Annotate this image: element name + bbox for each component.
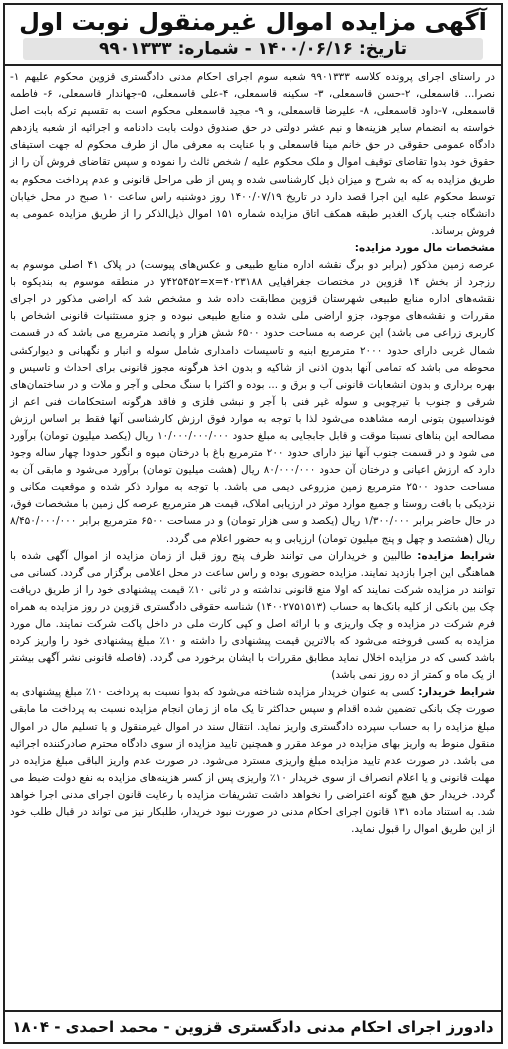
property-spec-heading: مشخصات مال مورد مزایده:	[354, 241, 495, 254]
notice-title: آگهی مزایده اموال غیرمنقول نوبت اول	[19, 8, 487, 36]
auction-conditions-heading: شرایط مزایده:	[417, 549, 495, 562]
buyer-conditions-heading: شرایط خریدار:	[418, 686, 495, 699]
property-spec-paragraph: عرصه زمین مذکور (برابر دو برگ نقشه اداره منابع طبیعی و عکس‌های پیوست) در پلاک ۴۱ اصلی موسوم به رزجرد از بخش ۱۴ قزوین در مختصات جغرافیایی ۴۰۲۳۱۸۸=y۴۲۵۴۵۲=x در منطقه موسوم به بندیکوه با نقشه‌های اداره منابع طبیعی شهرستان قزوین مطابقت داده شد و مشخص شد که اراضی مذکور در اجرای مقررات و نقشه‌های موجود، جزو اراضی ملی شده و منابع طبیعی نبوده و جزو مستثنیات قانونی اشخاص با کاربری زراعی می باشد) این عرصه به مساحت حدود ۶۵۰۰ شش هزار و پانصد مترمربع می باشد که در قسمت شمال غربی دارای حدود ۲۰۰۰ مترمربع ابنیه و تاسیسات دامداری شامل سوله و انبار و نگهبانی و دیوارکشی محوطه می باشد که تمامی آنها بدون اذنی از شاکیه و بدون اخذ هرگونه مجوز قانونی برای احداث و تاسیس و بهره برداری و بدون انشعابات قانونی آب و برق و ... بوده و اکثرا با سنگ محلی و آجر و ملات و در ساختمان‌های شرقی و جنوب با تیرچوبی و سوله غیر فنی با آجر و نبشی فلزی و فاقد هرگونه استحکامات فنی اعم از فونداسیون بتونی ارمه مشاهده می‌شود لذا با توجه به موارد فوق ارزش کارشناسی آنها فقط بر اساس ارزش مصالحه این بناهای نسبتا موقت و قابل جابجایی به مبلغ حدود ۱۰/۰۰۰/۰۰۰/۰۰۰ ریال (یکصد میلیون تومان) برآورد می شود و در قسمت جنوب آنها نیز دارای حدود ۲۰۰ مترمربع باغ با درختان میوه و انگور حدودا چهار ساله وجود دارد که ارزش اعیانی و درختان آن حدود ۸۰/۰۰۰/۰۰۰ ریال (هشت میلیون تومان) برآورد می‌شود و مابقی آن به مساحت حدود ۲۵۰۰ مترمربع زمین مزروعی دیمی می باشد. با توجه به موارد ذکر شده و موقعیت مکانی و نزدیکی با بافت روستا و جمیع موارد موثر در ارزیابی املاک، قیمت هر مترمربع عرصه کل زمین با مشخصات فوق، در حال حاضر برابر ۱/۳۰۰/۰۰۰ ریال (یکصد و سی هزار تومان) و در مساحت ۶۵۰۰ مترمربع برابر ۸/۴۵۰/۰۰۰/۰۰۰ ریال (هشتصد و چهل و پنج میلیون تومان) ارزیابی و به حضور اعلام می گردد.	[10, 259, 495, 545]
notice-signature: دادورز اجرای احکام مدنی دادگستری قزوین - محمد احمدی - ۱۸۰۴	[5, 1010, 501, 1042]
notice-body	[5, 66, 501, 838]
intro-paragraph: در راستای اجرای پرونده کلاسه ۹۹۰۱۳۳۳ شعبه سوم اجرای احکام مدنی دادگستری قزوین محکوم علیهم ۱- نصرا... قاسمعلی، ۲-حسن قاسمعلی، ۳- سکینه قاسمعلی، ۴-علی قاسمعلی، ۵-جهاندار قاسمعلی، ۶- فاطمه قاسمعلی، ۷-داود قاسمعلی، ۸- علیرضا قاسمعلی، و ۹- مجید قاسمعلی محکوم است به تقسیم ترکه بابت اصل خواسته به انضمام سایر هزینه‌ها و نیم عشر دولتی در حق صندوق دولت بابت دادنامه و اجرائیه از شعبه یازدهم دادگاه عمومی حقوقی در حق خانم مینا قاسمعلی و با عنایت به معرفی مال از طرف محکوم له جهت استیفای حقوق خود بدوا تقاضای توقیف اموال و ملک محکوم علیه / شخص ثالث را نموده و سپس تقاضای فروش آن را از طریق مزایده به که به شرح و میزان ذیل کارشناسی شده و پس از طی مراحل قانونی و عدم پرداخت محکوم به توسط محکوم علیه این اجرا قصد دارد در تاریخ ۱۴۰۰/۰۷/۱۹ روز دوشنبه راس ساعت ۱۰ صبح در محل خیابان دانشگاه جنب پارک الغدیر طبقه همکف اتاق مزایده شماره ۱۵۱ اموال ذیل‌الذکر را از طریق مزایده عمومی به فروش برساند.	[10, 71, 496, 237]
auction-conditions-text: طالبین و خریداران می توانند ظرف پنج روز قبل از زمان مزایده از اموال آگهی شده با هماهنگی این اجرا بازدید نمایند. مزایده حضوری بوده و راس ساعت در محل اعلامی برگزار می گردد. کسانی می توانند در مزایده شرکت نمایند که اولا منع قانونی نداشته و در ثانی ۱۰٪ قیمت پیشنهادی خود را از طریق دریافت چک بین بانکی از کلیه بانک‌ها به حساب (۱۴۰۰۲۷۵۱۵۱۳) شناسه حقوقی دادگستری قزوین در روز مزایده به همراه فرم شرکت در مزایده و چک واریزی و با ارائه اصل و کپی کارت ملی در داخل پاکت شرکت نمایند. مال مورد مزایده به کسی فروخته می‌شود که بالاترین قیمت پیشنهادی را داشته و ۱۰٪ مبلغ پیشنهادی خود را واریز کرده باشد کسی که در مزایده اخلال نماید مطابق مقررات با ایشان برخورد می گردد. (فاصله قانونی نشر آگهی بیشتر از یک ماه و کمتر از ده روز نمی باشد)	[10, 549, 496, 682]
notice-frame	[3, 3, 503, 1044]
notice-header	[5, 5, 501, 66]
buyer-conditions-text: کسی به عنوان خریدار مزایده شناخته می‌شود که بدوا نسبت به پرداخت ۱۰٪ مبلغ پیشنهادی به صورت چک بانکی تضمین شده اقدام و سپس حداکثر تا یک ماه از زمان انجام مزایده نسبت به پرداخت ما مابقی مبلغ مزایده را به حساب سپرده دادگستری واریز نماید. انتقال سند در اموال غیرمنقول و یا تسلیم مال در اموال منقول منوط به واریز بهای مزایده در موعد مقرر و همچنین تایید مزایده از سوی دادگاه محترم صادرکننده اجرائیه می باشد. در صورت عدم تایید مزایده مبلغ واریزی مسترد می‌شود. در صورت عدم واریز الباقی مبلغ مزایده در مهلت قانونی و یا اعلام انصراف از سوی خریدار ۱۰٪ واریزی پس از کسر هزینه‌های مزایده به نفع دولت ضبط می گردد. خریدار حق هیچ گونه اعتراضی را نخواهد داشت تشریفات مزایده با رعایت قانون اجرای مدنی اجرا خواهد شد. به استناد ماده ۱۳۱ قانون اجرای احکام مدنی در صورت نبود خریدار، طلبکار نیز می تواند در قبال طلب خود از این طریق اموال را قبول نماید.	[10, 686, 495, 836]
notice-date-number: تاریخ: ۱۴۰۰/۰۶/۱۶ - شماره: ۹۹۰۱۳۳۳	[23, 38, 483, 60]
